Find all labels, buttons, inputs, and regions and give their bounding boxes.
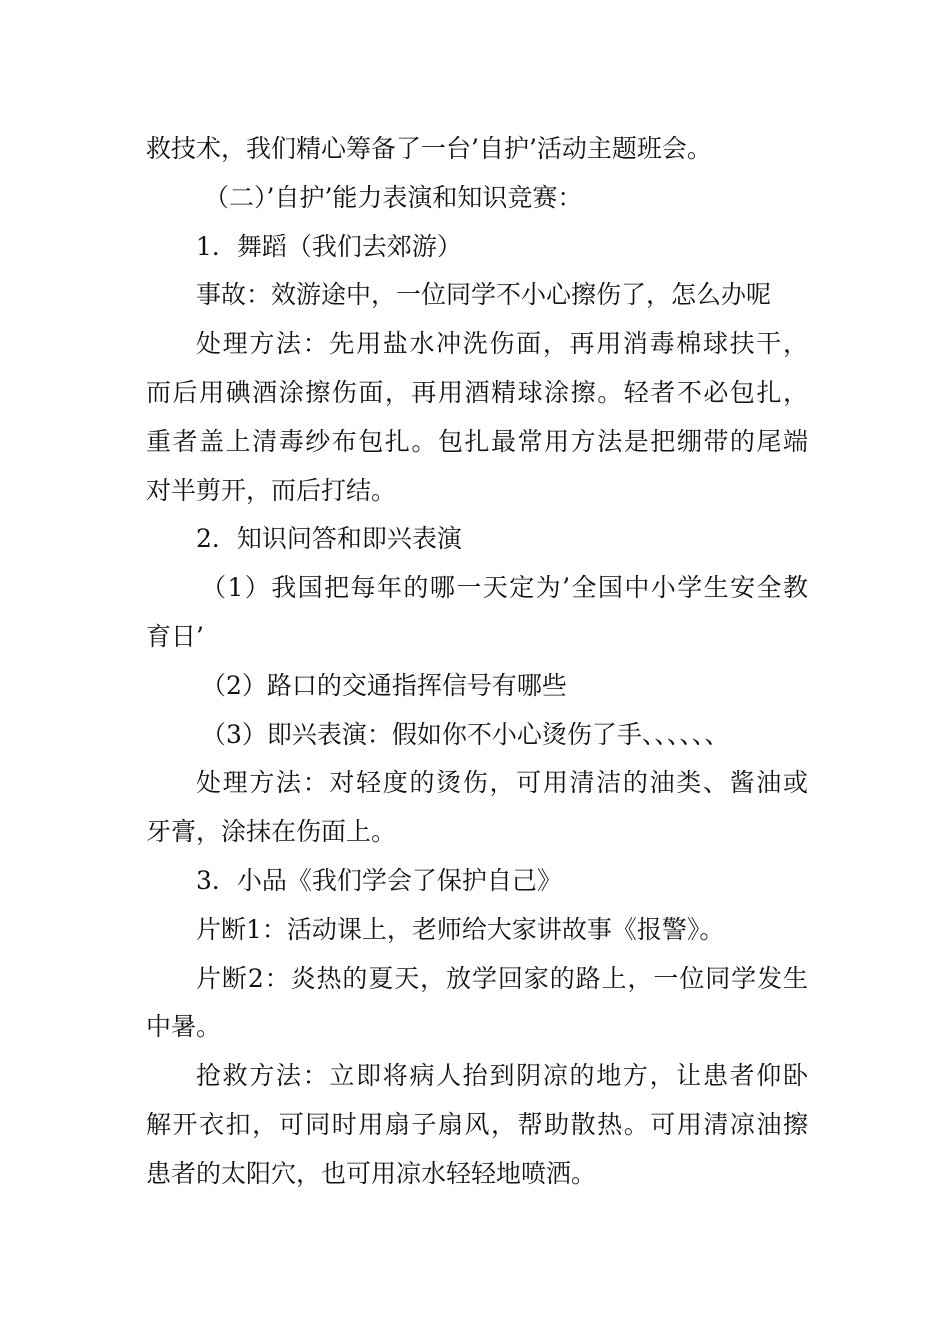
- text-line: 对半剪开，而后打结。: [146, 475, 397, 505]
- question-line: （3）即兴表演：假如你不小心烫伤了手、、、、、、: [201, 719, 730, 749]
- item-heading: 1．舞蹈（我们去郊游）: [196, 231, 462, 261]
- text-line: 救技术，我们精心筹备了一台’自护’活动主题班会。: [146, 134, 712, 163]
- item-heading: 3．小品《我们学会了保护自己》: [196, 865, 562, 895]
- text-line: 处理方法：先用盐水冲洗伤面，再用消毒棉球扶干，: [196, 329, 808, 359]
- document-body: [146, 125, 808, 1199]
- text-line: 重者盖上清毒纱布包扎。包扎最常用方法是把绷带的尾端: [146, 426, 808, 456]
- question-line: （1）我国把每年的哪一天定为’全国中小学生安全教: [201, 573, 808, 603]
- text-line: 牙膏，涂抹在伤面上。: [146, 817, 397, 847]
- text-line: 抢救方法：立即将病人抬到阴凉的地方，让患者仰卧: [196, 1061, 808, 1091]
- section-heading: （二）’自护’能力表演和知识竞赛：: [204, 182, 583, 212]
- text-line: 片断2：炎热的夏天，放学回家的路上，一位同学发生: [196, 963, 808, 993]
- text-line: 事故：效游途中，一位同学不小心擦伤了，怎么办呢: [196, 280, 772, 310]
- text-line: 中暑。: [146, 1012, 222, 1042]
- text-line: 片断1：活动课上，老师给大家讲故事《报警》。: [196, 914, 725, 944]
- text-line: 解开衣扣，可同时用扇子扇风，帮助散热。可用清凉油擦: [146, 1109, 808, 1139]
- text-line: 处理方法：对轻度的烫伤，可用清洁的油类、酱油或: [196, 768, 808, 798]
- text-line: 育日’: [146, 621, 204, 651]
- text-line: 而后用碘酒涂擦伤面，再用酒精球涂擦。轻者不必包扎，: [146, 377, 808, 407]
- item-heading: 2．知识问答和即兴表演: [196, 524, 462, 554]
- text-line: 患者的太阳穴，也可用凉水轻轻地喷洒。: [146, 1158, 597, 1188]
- question-line: （2）路口的交通指挥信号有哪些: [201, 670, 567, 700]
